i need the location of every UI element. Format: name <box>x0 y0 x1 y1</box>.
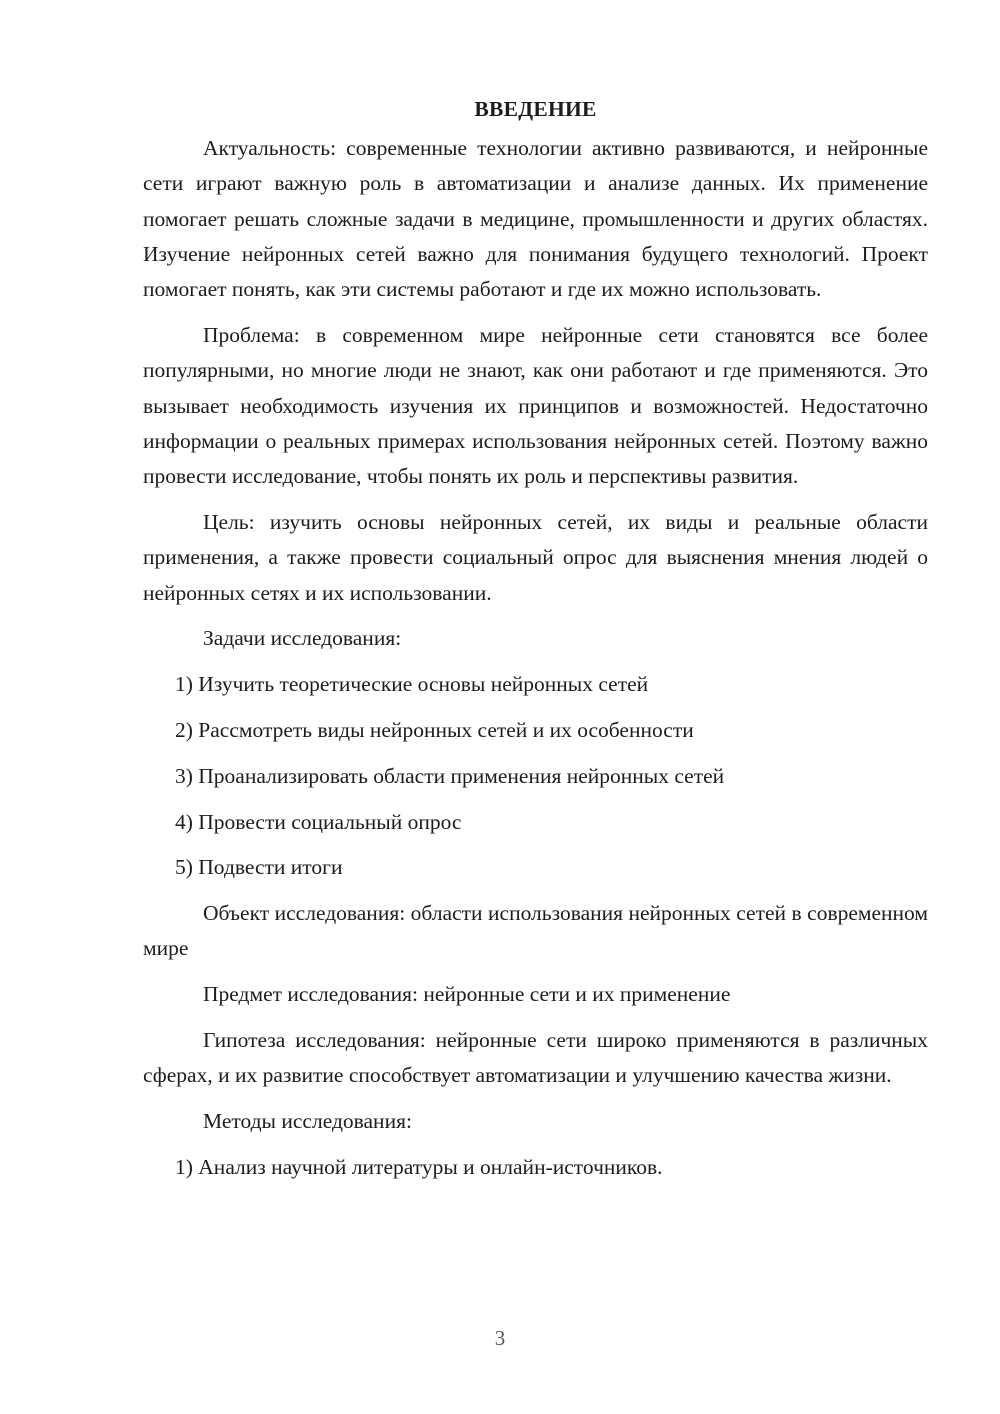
list-item: 4) Провести социальный опрос <box>175 809 462 834</box>
list-item: 3) Проанализировать области применения нейронных сетей <box>175 763 725 788</box>
methods-heading: Методы исследования: <box>203 1109 412 1134</box>
list-item: 1) Изучить теоретические основы нейронных сетей <box>175 672 649 697</box>
paragraph-problem: Проблема: в современном мире нейронные сети становятся все более популярными, но многие люди не знают, как они работают и где применяются. Это вызывает необходимость изучения их принципов и возможностей. Недостаточно информации о реальных примерах использования нейронных сетей. Поэтому важно провести исследование, чтобы понять их роль и перспективы развития. <box>143 322 928 489</box>
list-item: 5) Подвести итоги <box>175 855 343 880</box>
document-page <box>143 92 928 1196</box>
paragraph-object: Объект исследования: области использования нейронных сетей в современном мире <box>143 901 928 961</box>
paragraph-subject: Предмет исследования: нейронные сети и их применение <box>203 982 731 1007</box>
paragraph-relevance: Актуальность: современные технологии активно развиваются, и нейронные сети играют важную роль в автоматизации и анализе данных. Их применение помогает решать сложные задачи в медицине, промышленности и других областях. Изучение нейронных сетей важно для понимания будущего технологий. Проект помогает понять, как эти системы работают и где их можно использовать. <box>143 136 928 302</box>
list-item: 2) Рассмотреть виды нейронных сетей и их особенности <box>175 717 694 742</box>
page-number: 3 <box>494 1326 506 1350</box>
paragraph-goal: Цель: изучить основы нейронных сетей, их виды и реальные области применения, а также провести социальный опрос для выяснения мнения людей о нейронных сетях и их использовании. <box>143 509 928 605</box>
tasks-heading: Задачи исследования: <box>203 626 402 651</box>
section-title: ВВЕДЕНИЕ <box>474 97 597 121</box>
list-item: 1) Анализ научной литературы и онлайн-источников. <box>175 1154 663 1179</box>
paragraph-hypothesis: Гипотеза исследования: нейронные сети широко применяются в различных сферах, и их развитие способствует автоматизации и улучшению качества жизни. <box>143 1028 928 1088</box>
